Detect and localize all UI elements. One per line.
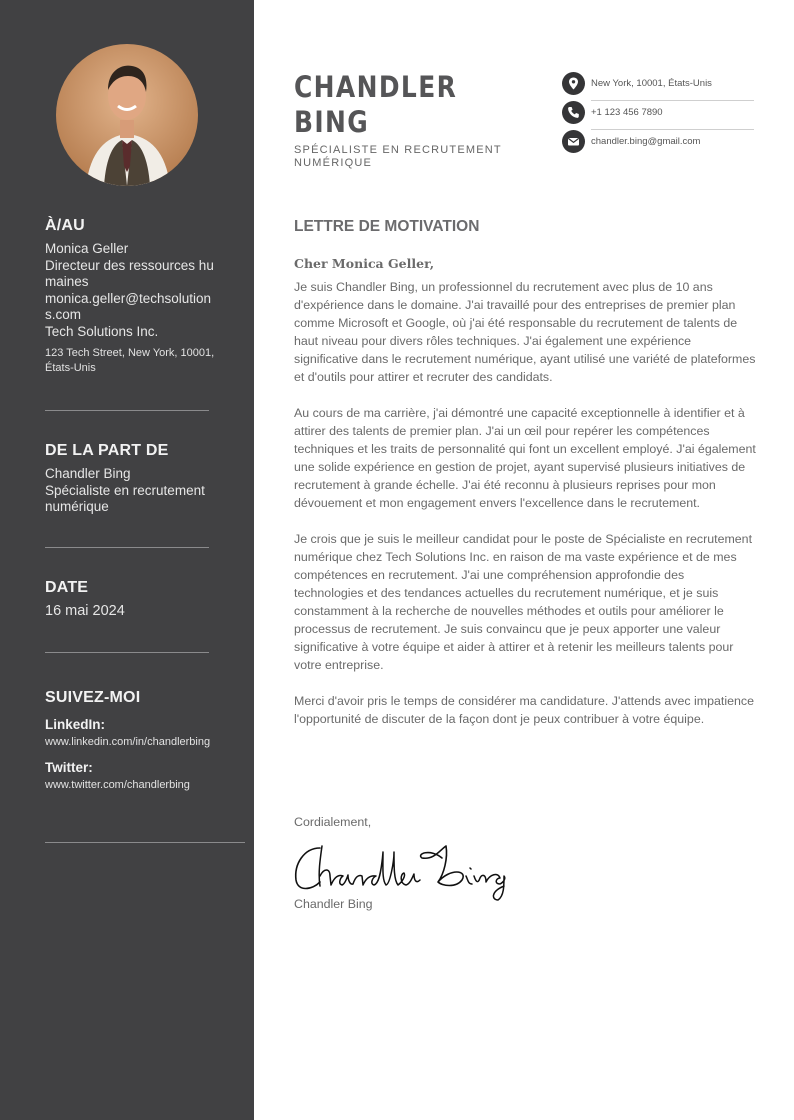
contact-address xyxy=(562,72,754,100)
email-text[interactable]: chandler.bing@gmail.com xyxy=(591,136,701,147)
signer-name: Chandler Bing xyxy=(294,897,373,911)
linkedin-label: LinkedIn: xyxy=(45,717,105,732)
divider xyxy=(45,652,209,653)
letter-heading: LETTRE DE MOTIVATION xyxy=(294,218,480,235)
recipient-address: 123 Tech Street, New York, 10001, États-Unis xyxy=(45,347,215,374)
date-value: 16 mai 2024 xyxy=(45,603,125,619)
sender-position: Spécialiste en recrutement numérique xyxy=(45,482,205,514)
address-text: New York, 10001, États-Unis xyxy=(591,78,712,89)
sender-name: Chandler Bing xyxy=(45,466,131,481)
recipient-email[interactable]: monica.geller@techsolutions.com xyxy=(45,290,212,322)
recipient-company: Tech Solutions Inc. xyxy=(45,323,159,339)
paragraph: Je crois que je suis le meilleur candidat pour le poste de Spécialiste en recrutement numérique chez Tech Solutions Inc. en raison de ma vaste expérience et de mes compétences en recrutement. J'ai une compréhension approfondie des technologies et des tendances actuelles du recrutement numérique, et je suis constamment à la recherche de nouvelles méthodes et outils pour améliorer le processus de recrutement. Je suis convaincu que je peux apporter une valeur significative à votre équipe et aider à attirer et à retenir les meilleurs talents pour votre entreprise. xyxy=(294,532,753,672)
name-last: BING xyxy=(294,105,370,139)
phone-text[interactable]: +1 123 456 7890 xyxy=(591,107,663,118)
divider xyxy=(45,547,209,548)
twitter-label: Twitter: xyxy=(45,760,93,775)
letter-body xyxy=(294,278,756,746)
recipient-position: Directeur des ressources humaines xyxy=(45,257,214,289)
recipient-heading: À/AU xyxy=(45,217,85,234)
social-section xyxy=(45,689,215,793)
paragraph: Je suis Chandler Bing, un professionnel du recrutement avec plus de 10 ans d'expérience dans le domaine. J'ai travaillé pour des entreprises de premier plan comme Microsoft et Google, où j'ai été responsable du recrutement de talents de haut niveau pour divers rôles techniques. J'ai également une expérience significative dans le recrutement numérique, ayant utilisé une variété de plateformes et d'outils pour attirer et recruter des candidats. xyxy=(294,280,756,384)
sender-section xyxy=(45,442,215,516)
sidebar xyxy=(0,0,254,1120)
name-first: CHANDLER xyxy=(294,70,458,104)
recipient-section xyxy=(45,217,215,376)
twitter-link[interactable]: www.twitter.com/chandlerbing xyxy=(45,779,190,791)
contact-phone xyxy=(562,101,754,129)
date-section xyxy=(45,579,215,620)
paragraph: Merci d'avoir pris le temps de considérer ma candidature. J'attends avec impatience l'opportunité de discuter de la façon dont je peux contribuer à votre équipe. xyxy=(294,694,754,726)
location-pin-icon xyxy=(562,72,585,95)
paragraph: Au cours de ma carrière, j'ai démontré une capacité exceptionnelle à identifier et à attirer des talents de premier plan. J'ai un œil pour repérer les compétences techniques et les traits de personnalité qui font un excellent employé. J'ai également une solide expérience en gestion de projet, ayant supervisé plusieurs initiatives de recrutement à grande échelle. J'ai été reconnu à plusieurs reprises pour mon dévouement et mon engagement envers l'excellence dans le recrutement. xyxy=(294,406,756,510)
closing: Cordialement, xyxy=(294,815,372,829)
linkedin-link[interactable]: www.linkedin.com/in/chandlerbing xyxy=(45,736,211,748)
job-title: SPÉCIALISTE EN RECRUTEMENT NUMÉRIQUE xyxy=(294,144,502,169)
profile-photo xyxy=(56,44,198,186)
recipient-name: Monica Geller xyxy=(45,241,129,256)
social-heading: SUIVEZ-MOI xyxy=(45,689,141,706)
envelope-icon xyxy=(562,130,585,153)
sender-heading: DE LA PART DE xyxy=(45,442,169,459)
phone-icon xyxy=(562,101,585,124)
salutation: Cher Monica Geller, xyxy=(294,256,435,271)
divider xyxy=(45,842,245,843)
divider xyxy=(45,410,209,411)
contact-email xyxy=(562,130,754,158)
date-heading: DATE xyxy=(45,579,89,596)
candidate-name xyxy=(294,70,457,140)
